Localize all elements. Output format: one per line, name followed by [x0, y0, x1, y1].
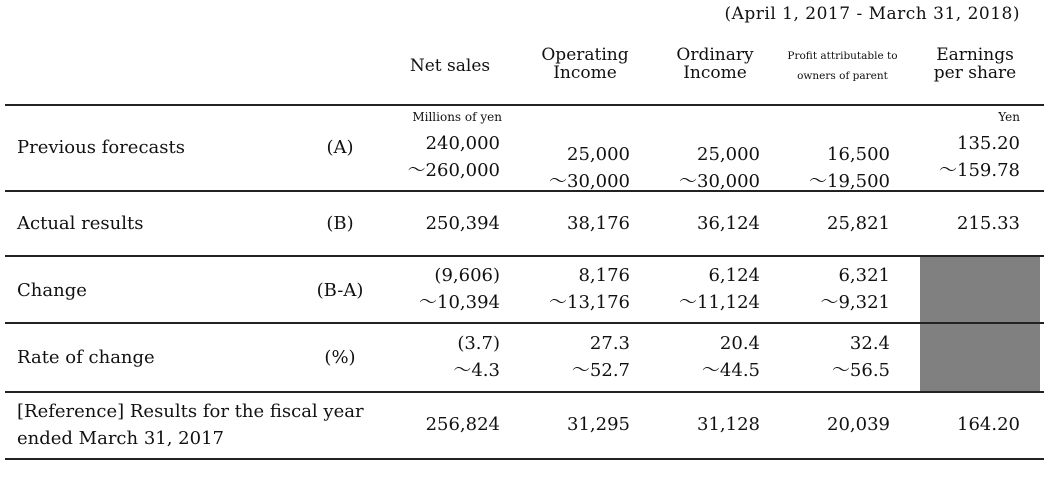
cell-actual-ordinary: 36,124: [697, 213, 760, 234]
cell-rate-ordinary: 20.4 ～44.5: [701, 333, 760, 381]
row-label-previous-forecasts: Previous forecasts: [17, 137, 185, 158]
cell-reference-net-sales: 256,824: [425, 414, 500, 435]
row-label-rate-of-change: Rate of change: [17, 347, 155, 368]
cell-change-operating: 8,176 ～13,176: [549, 265, 630, 313]
cell-actual-eps: 215.33: [957, 213, 1020, 234]
cell-previous-eps: 135.20 ～159.78: [939, 133, 1020, 181]
header-profit: Profit attributable to owners of parent: [787, 50, 898, 82]
row-code-change: (B-A): [316, 280, 364, 301]
header-ordinary-income: Ordinary Income: [676, 45, 754, 83]
header-operating-income: Operating Income: [541, 45, 629, 83]
cell-previous-net-sales: 240,000 ～260,000: [407, 133, 500, 181]
cell-actual-operating: 38,176: [567, 213, 630, 234]
cell-reference-operating: 31,295: [567, 414, 630, 435]
cell-change-ordinary: 6,124 ～11,124: [679, 265, 760, 313]
header-eps: Earnings per share: [933, 45, 1017, 83]
row-code-rate: (%): [324, 347, 356, 368]
cell-actual-profit: 25,821: [827, 213, 890, 234]
row-label-reference: [Reference] Results for the fiscal year ended March 31, 2017: [17, 401, 364, 449]
rule-bottom: [5, 458, 1044, 460]
cell-previous-ordinary: 25,000 ～30,000: [679, 144, 760, 192]
row-code-actual: (B): [326, 213, 354, 234]
header-net-sales: Net sales: [409, 56, 491, 76]
cell-previous-operating: 25,000 ～30,000: [549, 144, 630, 192]
row-label-actual-results: Actual results: [17, 213, 144, 234]
unit-yen: Yen: [998, 110, 1020, 124]
cell-rate-eps-shaded: [920, 324, 1040, 391]
cell-change-profit: 6,321 ～9,321: [820, 265, 890, 313]
cell-reference-eps: 164.20: [957, 414, 1020, 435]
cell-rate-net-sales: (3.7) ～4.3: [453, 333, 500, 381]
period-label: (April 1, 2017 - March 31, 2018): [724, 4, 1020, 24]
rule-header: [5, 104, 1044, 106]
cell-reference-profit: 20,039: [827, 414, 890, 435]
rule-row-4: [5, 391, 1044, 393]
cell-rate-operating: 27.3 ～52.7: [571, 333, 630, 381]
rule-row-2: [5, 255, 1044, 257]
cell-reference-ordinary: 31,128: [697, 414, 760, 435]
cell-previous-profit: 16,500 ～19,500: [809, 144, 890, 192]
row-code-previous: (A): [326, 137, 354, 158]
row-label-change: Change: [17, 280, 87, 301]
cell-rate-profit: 32.4 ～56.5: [831, 333, 890, 381]
cell-change-net-sales: (9,606) ～10,394: [419, 265, 500, 313]
rule-row-3: [5, 322, 1044, 324]
cell-actual-net-sales: 250,394: [425, 213, 500, 234]
unit-millions-of-yen: Millions of yen: [412, 110, 502, 124]
cell-change-eps-shaded: [920, 257, 1040, 322]
